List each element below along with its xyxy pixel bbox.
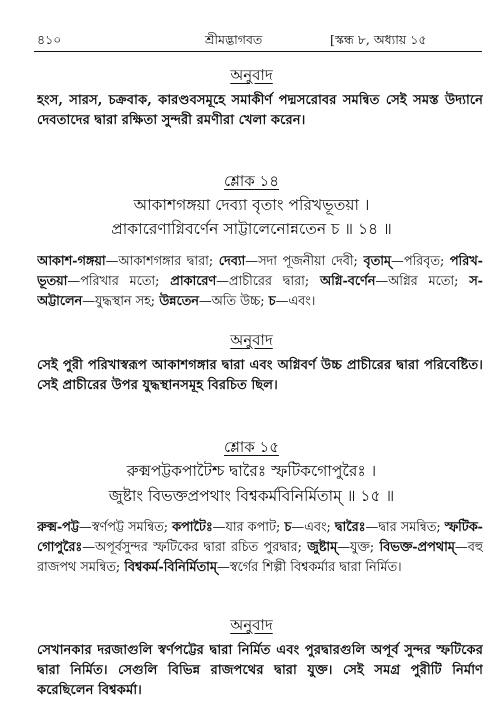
translation-1: হংস, সারস, চক্রবাক, কারণ্ডবসমূহে সমাকীর্ণ পদ্মসরোবর সমন্বিত সেই সমস্ত উদ্যানে দেবতাদের দ্বারা রক্ষিতা সুন্দরী রমণীরা খেলা করেন। — [37, 93, 483, 128]
translation-heading-2: অনুবাদ — [230, 331, 273, 349]
synonyms-15 — [37, 518, 483, 600]
translation-3: সেখানকার দরজাগুলি স্বর্ণপট্টের দ্বারা নির্মিত এবং পুরদ্বারগুলি অপূর্ব সুন্দর স্ফটিকের দ্বারা নির্মিত। সেগুলি বিভিন্ন রাজপথের দ্বারা যুক্ত। সেই সমগ্র পুরীটি নির্মাণ করেছিলেন বিশ্বকর্মা। — [37, 643, 483, 698]
verse-15-line-1: রুক্মপট্টকপাটৈশ্চ দ্বারৈঃ স্ফটিকগোপুরৈঃ । — [126, 462, 377, 480]
synonym-meaning: —যুদ্ধস্থান সহ; — [82, 294, 160, 309]
synonym-meaning: —এবং। — [275, 294, 316, 309]
chapter-reference: [স্কন্ধ ৮, অধ্যায় ১৫ — [330, 32, 427, 47]
synonym-meaning: —যার কপাট; — [212, 520, 285, 535]
synonym-meaning: —অতি উচ্চ; — [198, 294, 269, 309]
synonym-term: চ — [268, 294, 276, 309]
synonym-meaning: —পরিখার মতো; — [67, 274, 171, 289]
synonym-term: স্ফটিক-গোপুরৈঃ — [37, 520, 483, 555]
synonym-term: বিভক্ত-প্রপথাম্ — [379, 540, 455, 555]
synonym-term: আকাশ-গঙ্গয়া — [37, 254, 106, 269]
synonym-term: দেব্যা — [218, 254, 246, 269]
synonym-meaning: —স্বর্ণপট্ট সমন্বিত; — [78, 520, 173, 535]
book-title: শ্রীমদ্ভাগবত — [205, 32, 263, 47]
verse-14-line-2: প্রাকারেণাগ্নিবর্ণেন সাট্টালেনোন্নতেন চ ॥ ১৪ ॥ — [111, 220, 392, 238]
synonym-meaning: —সদা পূজনীয়া দেবী; — [245, 254, 364, 269]
synonym-meaning: —প্রাচীরের দ্বারা; — [216, 274, 321, 289]
synonym-term: রুক্ম-পট্ট — [37, 520, 79, 535]
synonym-term: কপাটৈঃ — [172, 520, 213, 535]
translation-heading-3: অনুবাদ — [230, 616, 273, 634]
synonym-term: উন্নতেন — [159, 294, 199, 309]
synonym-term: অগ্নি-বর্ণেন — [320, 274, 376, 289]
synonym-meaning: —অগ্নির মতো; — [375, 274, 470, 289]
synonym-meaning: —যুক্ত; — [337, 540, 380, 555]
verse-14-line-1: আকাশগঙ্গয়া দেব্যা বৃতাং পরিখভূতয়া । — [133, 196, 370, 214]
synonym-term: জুষ্টাম্ — [307, 540, 338, 555]
running-header — [0, 0, 503, 56]
synonym-term: চ — [284, 520, 292, 535]
synonym-term: বৃতাম্ — [363, 254, 392, 269]
verse-15-heading: শ্লোক ১৫ — [224, 438, 279, 456]
translation-heading-1: অনুবাদ — [230, 66, 273, 84]
synonym-term: স-অট্টালেন — [37, 274, 483, 309]
synonym-meaning: —পরিবৃত; — [391, 254, 450, 269]
synonym-term: বিশ্বকর্ম-বিনির্মিতাম্ — [124, 560, 217, 575]
verse-15-line-2: জুষ্টাং বিভক্তপ্রপথাং বিশ্বকর্মবিনির্মিতাম্ ॥ ১৫ ॥ — [108, 487, 395, 505]
synonym-term: পরিখ-ভূতয়া — [37, 254, 483, 289]
page-number: ৪১০ — [37, 32, 62, 47]
synonym-meaning: —বহু রাজপথ সমন্বিত; — [37, 540, 483, 575]
header-rule — [34, 51, 482, 52]
synonym-term: দ্বারৈঃ — [334, 520, 366, 535]
synonym-meaning: —এবং; — [291, 520, 335, 535]
verse-14-heading: শ্লোক ১৪ — [224, 172, 279, 190]
synonym-meaning: —দ্বার সমন্বিত; — [365, 520, 445, 535]
synonyms-14 — [37, 252, 483, 314]
synonym-meaning: —অপূর্বসুন্দর স্ফটিকের দ্বারা রচিত পুরদ্বার; — [82, 540, 308, 555]
translation-2: সেই পুরী পরিখাস্বরূপ আকাশগঙ্গার দ্বারা এবং অগ্নিবর্ণ উচ্চ প্রাচীরের দ্বারা পরিবেষ্টিত। সেই প্রাচীরের উপর যুদ্ধস্থানসমূহ বিরচিত ছিল। — [37, 358, 483, 393]
synonym-meaning: —আকাশগঙ্গার দ্বারা; — [105, 254, 219, 269]
synonym-meaning: —স্বর্গের শিল্পী বিশ্বকর্মার দ্বারা নির্মিত। — [216, 560, 402, 575]
synonym-term: প্রাকারেণ — [170, 274, 217, 289]
